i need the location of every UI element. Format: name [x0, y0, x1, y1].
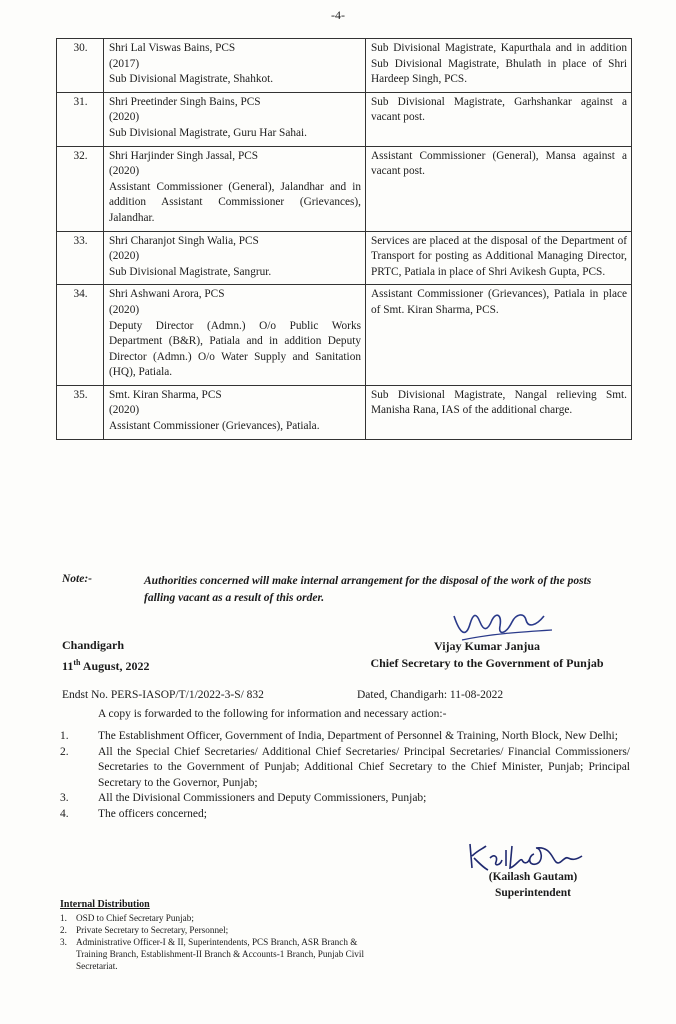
batch-year: (2020) — [109, 250, 140, 263]
list-item-text: The Establishment Officer, Government of India, Department of Personnel & Training, North Block, New Delhi; — [98, 730, 618, 742]
batch-year: (2020) — [109, 111, 140, 124]
current-posting-cell — [104, 39, 366, 93]
serial-number: 34. — [57, 285, 104, 386]
table-row — [57, 285, 632, 386]
batch-year: (2020) — [109, 404, 140, 417]
forward-text: A copy is forwarded to the following for information and necessary action:- — [98, 708, 447, 720]
list-item-text: Private Secretary to Secretary, Personnel; — [76, 925, 229, 935]
recipients-list — [60, 729, 630, 822]
batch-year: (2020) — [109, 165, 140, 178]
serial-number: 35. — [57, 385, 104, 439]
current-posting-cell — [104, 285, 366, 386]
serial-number: 32. — [57, 146, 104, 231]
new-posting-cell: Assistant Commissioner (General), Mansa against a vacant post. — [366, 146, 632, 231]
serial-number: 33. — [57, 231, 104, 285]
transfer-orders-table — [56, 38, 632, 440]
current-post: Assistant Commissioner (Grievances), Patiala. — [109, 420, 320, 433]
internal-distribution-list — [60, 912, 390, 972]
internal-distribution-heading: Internal Distribution — [60, 899, 150, 910]
table-row — [57, 39, 632, 93]
note-text: Authorities concerned will make internal arrangement for the disposal of the work of the posts falling vacant as a result of this order. — [144, 575, 592, 604]
superintendent-name: (Kailash Gautam) — [488, 871, 578, 883]
list-item — [60, 791, 630, 807]
signatory-designation: Chief Secretary to the Government of Punjab — [370, 656, 604, 670]
table-row — [57, 92, 632, 146]
table-row — [57, 231, 632, 285]
current-posting-cell — [104, 146, 366, 231]
list-item — [60, 729, 630, 745]
list-item — [60, 745, 630, 792]
officer-name: Shri Charanjot Singh Walia, PCS — [109, 234, 259, 247]
officer-name: Smt. Kiran Sharma, PCS — [109, 388, 222, 401]
new-posting-cell: Assistant Commissioner (Grievances), Patiala in place of Smt. Kiran Sharma, PCS. — [366, 285, 632, 386]
new-posting-cell: Sub Divisional Magistrate, Nangal relieving Smt. Manisha Rana, IAS of the additional charge. — [366, 385, 632, 439]
page-number: -4- — [331, 8, 345, 22]
list-item-text: OSD to Chief Secretary Punjab; — [76, 913, 194, 923]
list-item-number: 2. — [60, 925, 67, 935]
list-item-number: 4. — [60, 807, 69, 820]
new-posting-cell: Sub Divisional Magistrate, Garhshankar against a vacant post. — [366, 92, 632, 146]
list-item-text: All the Divisional Commissioners and Deputy Commissioners, Punjab; — [98, 792, 427, 804]
superintendent-designation: Superintendent — [494, 887, 572, 899]
issue-date: 11th August, 2022 — [62, 658, 150, 673]
list-item-text: All the Special Chief Secretaries/ Additional Chief Secretaries/ Principal Secretaries/ Financial Commissioners/ Secretaries to the Government of Punjab; Additional Chief Secretary to the Chief Minister, Punjab; Principal Secretary to the Governor, Punjab; — [98, 745, 630, 789]
officer-name: Shri Harjinder Singh Jassal, PCS — [109, 149, 259, 162]
note-label: Note:- — [62, 573, 93, 585]
list-item-number: 1. — [60, 913, 67, 923]
endorsement-date: Dated, Chandigarh: 11-08-2022 — [357, 689, 504, 701]
serial-number: 31. — [57, 92, 104, 146]
signatory-block — [352, 638, 622, 672]
table-row — [57, 146, 632, 231]
current-post: Sub Divisional Magistrate, Guru Har Sahai. — [109, 126, 307, 139]
current-post: Deputy Director (Admn.) O/o Public Works Department (B&R), Patiala and in addition Deputy Director (Admn.) O/o Water Supply and Sanitation (HQ), Patiala. — [109, 319, 361, 379]
place: Chandigarh — [62, 638, 125, 652]
current-posting-cell — [104, 385, 366, 439]
officer-name: Shri Lal Viswas Bains, PCS — [109, 42, 236, 54]
new-posting-cell: Sub Divisional Magistrate, Kapurthala and in addition Sub Divisional Magistrate, Bhulath in place of Shri Hardeep Singh, PCS. — [366, 39, 632, 93]
superintendent-block — [468, 869, 598, 901]
serial-number: 30. — [57, 39, 104, 93]
list-item-number: 2. — [60, 745, 69, 758]
batch-year: (2020) — [109, 303, 140, 316]
list-item — [60, 936, 390, 972]
signatory-name: Vijay Kumar Janjua — [433, 639, 540, 653]
table-row — [57, 385, 632, 439]
batch-year: (2017) — [109, 57, 140, 70]
new-posting-cell: Services are placed at the disposal of the Department of Transport for posting as Additional Managing Director, PRTC, Patiala in place of Shri Avikesh Gupta, PCS. — [366, 231, 632, 285]
place-and-date — [62, 637, 150, 675]
list-item-text: Administrative Officer-I & II, Superintendents, PCS Branch, ASR Branch & Training Branch, Establishment-II Branch & Accounts-1 Branch, Punjab Civil Secretariat. — [76, 937, 365, 971]
list-item — [60, 912, 390, 924]
current-post: Sub Divisional Magistrate, Shahkot. — [109, 73, 274, 86]
list-item — [60, 807, 630, 823]
list-item — [60, 924, 390, 936]
list-item-text: The officers concerned; — [98, 807, 207, 820]
list-item-number: 3. — [60, 792, 69, 804]
officer-name: Shri Preetinder Singh Bains, PCS — [109, 95, 261, 108]
current-post: Sub Divisional Magistrate, Sangrur. — [109, 265, 272, 278]
list-item-number: 1. — [60, 730, 69, 742]
officer-name: Shri Ashwani Arora, PCS — [109, 288, 225, 301]
current-post: Assistant Commissioner (General), Jalandhar and in addition Assistant Commissioner (Grievances), Jalandhar. — [109, 180, 361, 224]
endorsement-number: Endst No. PERS-IASOP/T/1/2022-3-S/ 832 — [62, 689, 264, 701]
list-item-number: 3. — [60, 937, 67, 947]
current-posting-cell — [104, 92, 366, 146]
current-posting-cell — [104, 231, 366, 285]
